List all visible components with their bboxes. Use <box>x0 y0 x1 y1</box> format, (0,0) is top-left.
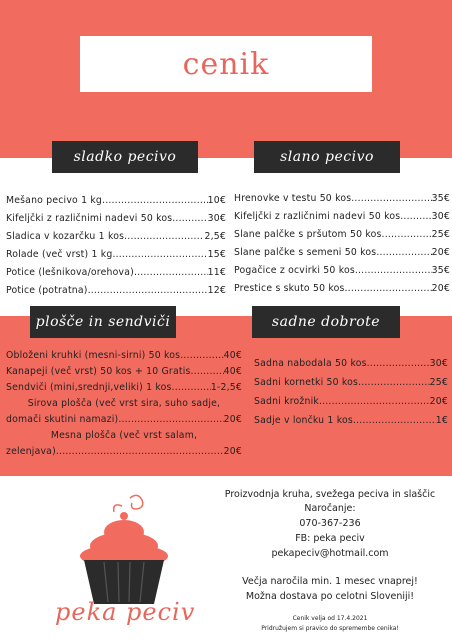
menu-item: Kifeljčki z različnimi nadevi 50 kos ..... 30€ <box>234 208 450 226</box>
info-valid-date: Cenik velja od 17.4.2021 <box>292 615 368 622</box>
menu-item: Rolade (več vrst) 1 kg ..... 15€ <box>6 246 226 264</box>
info-line-production: Proizvodnja kruha, svežega peciva in slaščic <box>224 489 436 500</box>
logo-text: peka peciv <box>55 598 196 626</box>
page-title: cenik <box>182 46 270 82</box>
menu-item: Sadna nabodala 50 kos ..... 30€ <box>254 354 448 373</box>
info-notice-orders: Večja naročila min. 1 mesec vnaprej! <box>242 576 418 587</box>
info-phone: 070-367-236 <box>299 518 361 529</box>
meat-plate-line1: Mesna plošča (več vrst salam, <box>50 430 198 441</box>
meat-plate-line2: zelenjava) ..... 20€ <box>6 444 242 460</box>
menu-item: Sadje v lončku 1 kos ..... 1€ <box>254 411 448 430</box>
menu-item: Slane palčke s semeni 50 kos ..... 20€ <box>234 244 450 262</box>
menu-item: Hrenovke v testu 50 kos ..... 35€ <box>234 190 450 208</box>
info-facebook: FB: peka peciv <box>295 533 365 544</box>
section-label-sweet: sladko pecivo <box>52 141 198 173</box>
menu-item: Sadni krožnik ..... 20€ <box>254 392 448 411</box>
menu-item: Sadni kornetki 50 kos ..... 25€ <box>254 373 448 392</box>
menu-item: Kanapeji (več vrst) 50 kos + 10 Gratis ..... 40€ <box>6 364 242 380</box>
menu-item: Kifeljčki z različnimi nadevi 50 kos ..... 30€ <box>6 210 226 228</box>
info-line-ordering: Naročanje: <box>304 503 356 514</box>
section-label-fruit: sadne dobrote <box>252 306 400 338</box>
title-box <box>80 36 372 92</box>
menu-item: Potice (potratna) ..... 12€ <box>6 282 226 300</box>
menu-item: Sendviči (mini,srednji,veliki) 1 kos ..... 1-2,5€ <box>6 380 242 396</box>
menu-fruit <box>254 354 448 430</box>
menu-item: Slane palčke s pršutom 50 kos ..... 25€ <box>234 226 450 244</box>
info-rights: Pridružujem si pravico do spremembe cenika! <box>261 625 399 632</box>
menu-savory <box>234 190 450 298</box>
menu-sweet <box>6 192 226 300</box>
menu-item: Sladica v kozarčku 1 kos ..... 2,5€ <box>6 228 226 246</box>
cheese-plate-line1: Sirova plošča (več vrst sira, suho sadje, <box>27 398 221 409</box>
cheese-plate-line2: domači skutini namazi) ..... 20€ <box>6 412 242 428</box>
menu-item: Pogačice z ocvirki 50 kos ..... 35€ <box>234 262 450 280</box>
menu-item: Obloženi kruhki (mesni-sirni) 50 kos ..... 40€ <box>6 348 242 364</box>
cupcake-logo-icon <box>60 492 190 612</box>
menu-item: Prestice s skuto 50 kos ..... 20€ <box>234 280 450 298</box>
info-email: pekapeciv@hotmail.com <box>271 548 389 559</box>
info-notice-delivery: Možna dostava po celotni Sloveniji! <box>245 591 415 602</box>
menu-item: Mešano pecivo 1 kg ..... 10€ <box>6 192 226 210</box>
section-label-sandwiches: plošče in sendviči <box>30 306 176 338</box>
menu-sandwiches <box>6 348 242 460</box>
menu-item: Potice (lešnikova/orehova) ..... 11€ <box>6 264 226 282</box>
section-label-savory: slano pecivo <box>254 141 400 173</box>
